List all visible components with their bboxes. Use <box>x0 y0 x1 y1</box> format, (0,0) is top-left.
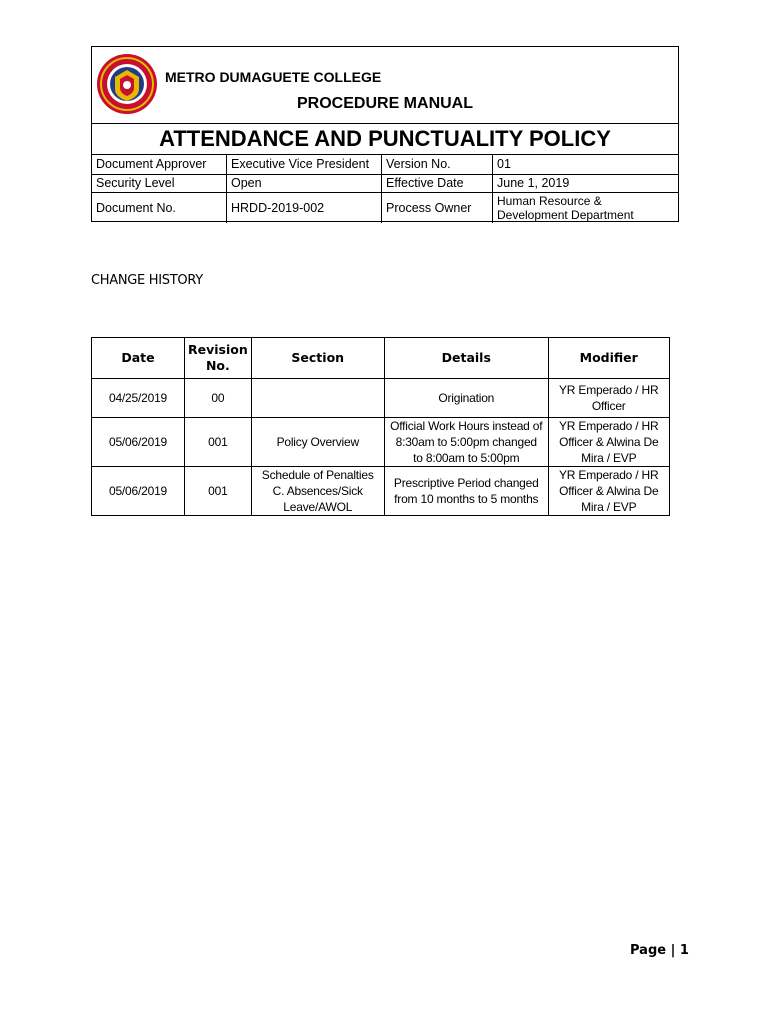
col-date: Date <box>92 338 185 379</box>
cell-date: 05/06/2019 <box>92 418 185 467</box>
docno-value: HRDD-2019-002 <box>227 192 382 223</box>
table-row <box>92 418 670 467</box>
cell-section <box>251 379 384 418</box>
cell-line: from 10 months to 5 months <box>394 492 539 506</box>
table-header-row <box>92 338 670 379</box>
docno-label: Document No. <box>92 192 227 223</box>
col-revision-line: Revision <box>188 342 248 357</box>
page-number: Page | 1 <box>630 943 689 958</box>
version-label: Version No. <box>382 155 493 174</box>
owner-label: Process Owner <box>382 192 493 223</box>
col-revision <box>185 338 252 379</box>
change-history-heading: CHANGE HISTORY <box>91 273 203 288</box>
security-value: Open <box>227 174 382 192</box>
cell-line: YR Emperado / HR <box>558 383 659 397</box>
cell-line: YR Emperado / HR <box>558 419 659 433</box>
college-name: METRO DUMAGUETE COLLEGE <box>165 69 382 85</box>
cell-revision: 001 <box>185 418 252 467</box>
cell-section <box>251 418 384 467</box>
header-top <box>92 47 678 124</box>
cell-line: YR Emperado / HR <box>558 468 659 482</box>
col-revision-line: No. <box>205 358 230 373</box>
cell-revision: 001 <box>185 467 252 516</box>
security-label: Security Level <box>92 174 227 192</box>
cell-revision: 00 <box>185 379 252 418</box>
col-modifier: Modifier <box>548 338 669 379</box>
version-value: 01 <box>493 155 679 174</box>
cell-line: Officer & Alwina De <box>559 484 659 498</box>
cell-date: 04/25/2019 <box>92 379 185 418</box>
meta-row <box>92 192 678 223</box>
meta-row <box>92 174 678 192</box>
col-section: Section <box>251 338 384 379</box>
cell-modifier <box>548 418 669 467</box>
cell-line: Schedule of Penalties <box>261 468 374 482</box>
effective-label: Effective Date <box>382 174 493 192</box>
policy-title: ATTENDANCE AND PUNCTUALITY POLICY <box>92 124 678 155</box>
cell-line: Mira / EVP <box>581 500 637 514</box>
cell-line: Mira / EVP <box>581 451 637 465</box>
cell-line: to 8:00am to 5:00pm <box>413 451 520 465</box>
cell-line: Policy Overview <box>276 435 359 449</box>
cell-details <box>384 467 548 516</box>
document-meta-table <box>92 155 678 223</box>
document-header <box>91 46 679 222</box>
effective-value: June 1, 2019 <box>493 174 679 192</box>
cell-details <box>384 379 548 418</box>
owner-value-line: Human Resource & <box>497 193 602 208</box>
cell-line: Leave/AWOL <box>283 500 353 514</box>
cell-line: Official Work Hours instead of <box>390 419 543 433</box>
manual-title: PROCEDURE MANUAL <box>297 95 473 112</box>
cell-line: Origination <box>438 391 495 405</box>
cell-modifier <box>548 467 669 516</box>
meta-row <box>92 155 678 174</box>
table-row <box>92 379 670 418</box>
owner-value <box>493 192 679 223</box>
cell-section <box>251 467 384 516</box>
cell-line: Prescriptive Period changed <box>393 476 539 490</box>
cell-modifier <box>548 379 669 418</box>
col-details: Details <box>384 338 548 379</box>
cell-line: Officer & Alwina De <box>559 435 659 449</box>
approver-value: Executive Vice President <box>227 155 382 174</box>
cell-line: Officer <box>591 399 626 413</box>
cell-details <box>384 418 548 467</box>
table-row <box>92 467 670 516</box>
cell-date: 05/06/2019 <box>92 467 185 516</box>
cell-line: 8:30am to 5:00pm changed <box>395 435 537 449</box>
owner-value-line: Development Department <box>497 207 634 222</box>
cell-line: C. Absences/Sick <box>272 484 363 498</box>
approver-label: Document Approver <box>92 155 227 174</box>
change-history-table <box>91 337 670 516</box>
